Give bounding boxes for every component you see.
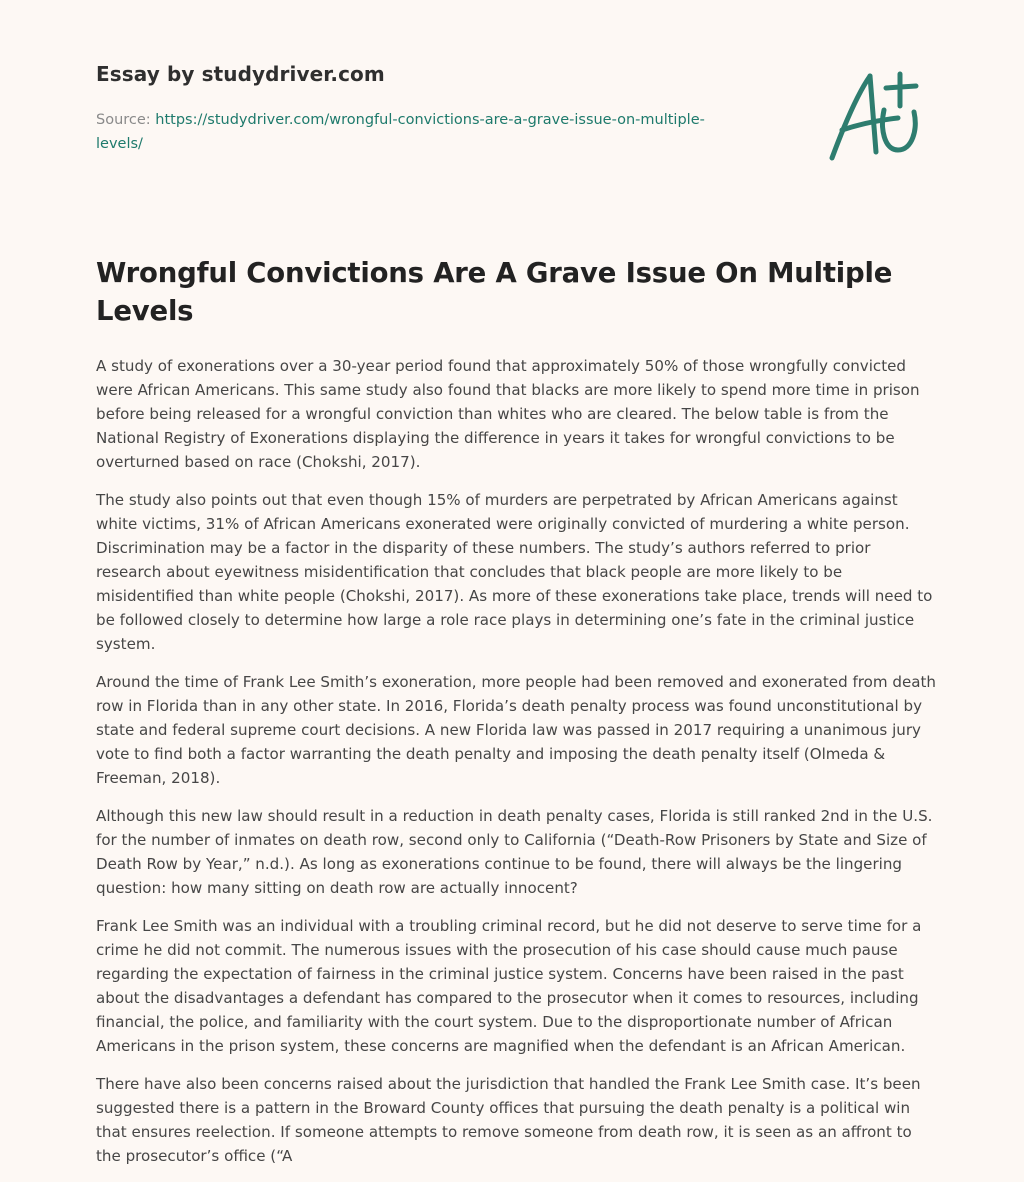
paragraph: A study of exonerations over a 30-year period found that approximately 50% of those wrongfully convicted were African Americans. This same study also found that blacks are more likely to spend more time in prison before being released for a wrongful conviction than whites who are cleared. The below table is from the National Registry of Exonerations displaying the difference in years it takes for wrongful convictions to be overturned based on race (Chokshi, 2017). bbox=[96, 357, 920, 471]
brand-name: Essay by studydriver.com bbox=[96, 62, 385, 86]
source-link-line1: https://studydriver.com/wrongful-convictions-are-a-grave-issue-on-multiple- bbox=[155, 112, 705, 128]
source-link[interactable] bbox=[96, 112, 705, 152]
source-label: Source: bbox=[96, 112, 156, 128]
paragraph: Around the time of Frank Lee Smith’s exoneration, more people had been removed and exonerated from death row in Florida than in any other state. In 2016, Florida’s death penalty process was found unconstitutional by state and federal supreme court decisions. A new Florida law was passed in 2017 requiring a unanimous jury vote to find both a factor warranting the death penalty and imposing the death penalty itself (Olmeda & Freeman, 2018). bbox=[96, 673, 936, 787]
document-header bbox=[96, 62, 796, 156]
essay-title: Wrongful Convictions Are A Grave Issue On Multiple Levels bbox=[96, 257, 893, 327]
source-line bbox=[96, 108, 796, 156]
paragraph: Although this new law should result in a reduction in death penalty cases, Florida is still ranked 2nd in the U.S. for the number of inmates on death row, second only to California (“Death-Row Prisoners by State and Size of Death Row by Year,” n.d.). As long as exonerations continue to be found, there will always be the lingering question: how many sitting on death row are actually innocent? bbox=[96, 807, 933, 897]
a-plus-icon bbox=[820, 66, 930, 166]
paragraph: The study also points out that even though 15% of murders are perpetrated by African Americans against white victims, 31% of African Americans exonerated were originally convicted of murdering a white person. Discrimination may be a factor in the disparity of these numbers. The study’s authors referred to prior research about eyewitness misidentification that concludes that black people are more likely to be misidentified than white people (Chokshi, 2017). As more of these exonerations take place, trends will need to be followed closely to determine how large a role race plays in determining one’s fate in the criminal justice system. bbox=[96, 491, 933, 653]
essay-body bbox=[96, 354, 936, 1182]
source-link-line2: levels/ bbox=[96, 136, 143, 152]
paragraph: There have also been concerns raised about the jurisdiction that handled the Frank Lee Smith case. It’s been suggested there is a pattern in the Broward County offices that pursuing the death penalty is a political win that ensures reelection. If someone attempts to remove someone from death row, it is seen as an affront to the prosecutor’s office (“A bbox=[96, 1075, 921, 1165]
paragraph: Frank Lee Smith was an individual with a troubling criminal record, but he did not deserve to serve time for a crime he did not commit. The numerous issues with the prosecution of his case should cause much pause regarding the expectation of fairness in the criminal justice system. Concerns have been raised in the past about the disadvantages a defendant has compared to the prosecutor when it comes to resources, including financial, the police, and familiarity with the court system. Due to the disproportionate number of African Americans in the prison system, these concerns are magnified when the defendant is an African American. bbox=[96, 917, 922, 1055]
